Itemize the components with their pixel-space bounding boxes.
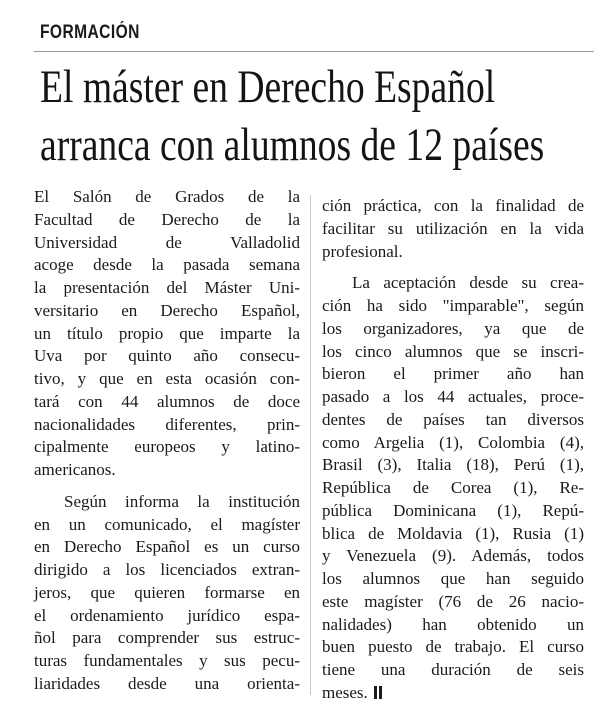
body-line: República de Corea (1), Re- <box>322 478 584 497</box>
body-line: Según informa la institución <box>64 491 300 511</box>
body-line: nacionalidades diferentes, prin- <box>34 414 300 434</box>
body-line: cipalmente europeos y latino- <box>34 437 300 457</box>
body-line: este magíster (76 de 26 nacio- <box>322 591 584 611</box>
body-line: versitario en Derecho Español, <box>34 300 300 320</box>
body-line-text: meses. <box>322 682 368 702</box>
body-line: buen puesto de trabajo. El curso <box>322 637 584 657</box>
body-line: El Salón de Grados de la <box>34 187 300 206</box>
body-line: la presentación del Máster Uni- <box>34 278 300 297</box>
body-line: los alumnos que han seguido <box>322 569 584 588</box>
end-of-article-mark <box>374 686 383 699</box>
headline <box>40 58 604 174</box>
article-column-2 <box>322 195 584 705</box>
body-line: facilitar su utilización en la vida <box>322 218 584 238</box>
headline-line-1: El máster en Derecho Español <box>40 61 496 113</box>
headline-line-2: arranca con alumnos de 12 países <box>40 119 545 171</box>
body-line: pública Dominicana (1), Repú- <box>322 500 584 520</box>
body-line: tivo, y que en esta ocasión con- <box>34 369 300 388</box>
column-divider <box>310 195 311 695</box>
body-line: jeros, que quieren formarse en <box>34 582 300 602</box>
body-line: blica de Moldavia (1), Rusia (1) <box>322 523 584 543</box>
body-line: Brasil (3), Italia (18), Perú (1), <box>322 455 584 475</box>
body-line: La aceptación desde su crea- <box>352 273 584 293</box>
body-line: dirigido a los licenciados extran- <box>34 560 300 579</box>
body-line: bieron el primer año han <box>322 364 584 384</box>
body-line: profesional. <box>322 241 403 261</box>
section-label: FORMACIÓN <box>40 22 140 43</box>
body-line: ción práctica, con la finalidad de <box>322 196 584 215</box>
body-line: Facultad de Derecho de la <box>34 209 300 229</box>
body-line: el ordenamiento jurídico espa- <box>34 605 300 625</box>
body-line: americanos. <box>34 460 116 479</box>
body-line: Uva por quinto año consecu- <box>34 346 300 366</box>
body-line: acoge desde la pasada semana <box>34 255 300 275</box>
body-line: tiene una duración de seis <box>322 660 584 679</box>
body-line: dentes de países tan diversos <box>322 409 584 429</box>
body-line: ñol para comprender sus estruc- <box>34 628 300 648</box>
body-line: ción ha sido "imparable", según <box>322 296 584 315</box>
article-column-1 <box>34 186 300 696</box>
body-line: los organizadores, ya que de <box>322 318 584 338</box>
body-line: y Venezuela (9). Además, todos <box>322 546 584 566</box>
body-line: tará con 44 alumnos de doce <box>34 391 300 411</box>
body-line: como Argelia (1), Colombia (4), <box>322 432 584 452</box>
body-line: nalidades) han obtenido un <box>322 614 584 634</box>
body-line: en un comunicado, el magíster <box>34 514 300 534</box>
body-line: liaridades desde una orienta- <box>34 673 300 693</box>
section-divider <box>34 51 594 52</box>
body-line: turas fundamentales y sus pecu- <box>34 651 300 670</box>
body-line: los cinco alumnos que se inscri- <box>322 341 584 361</box>
body-line: pasado a los 44 actuales, proce- <box>322 387 584 406</box>
body-line: Universidad de Valladolid <box>34 232 300 252</box>
body-line: un título propio que imparte la <box>34 323 300 343</box>
body-line: en Derecho Español es un curso <box>34 537 300 557</box>
body-line-last <box>322 682 584 705</box>
